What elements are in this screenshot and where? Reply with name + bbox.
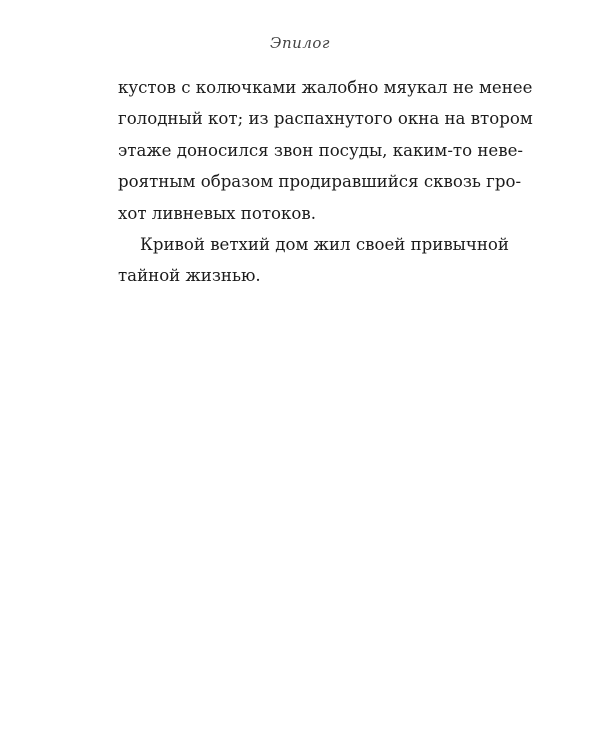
- text-line: хот ливневых потоков.: [118, 203, 317, 223]
- text-line: роятным образом продиравшийся сквозь гро-: [118, 172, 522, 192]
- text-line: этаже доносился звон посуды, каким-то неве-: [118, 140, 524, 160]
- text-line: Кривой ветхий дом жил своей привычной: [140, 234, 509, 254]
- running-header: Эпилог: [270, 34, 330, 52]
- page-body-text: [118, 72, 533, 292]
- paragraph-1: [118, 72, 533, 229]
- text-line: голодный кот; из распахнутого окна на втором: [118, 109, 533, 129]
- text-line: кустов с колючками жалобно мяукал не менее: [118, 78, 533, 97]
- paragraph-2: [118, 229, 509, 292]
- text-line: тайной жизнью.: [118, 266, 261, 286]
